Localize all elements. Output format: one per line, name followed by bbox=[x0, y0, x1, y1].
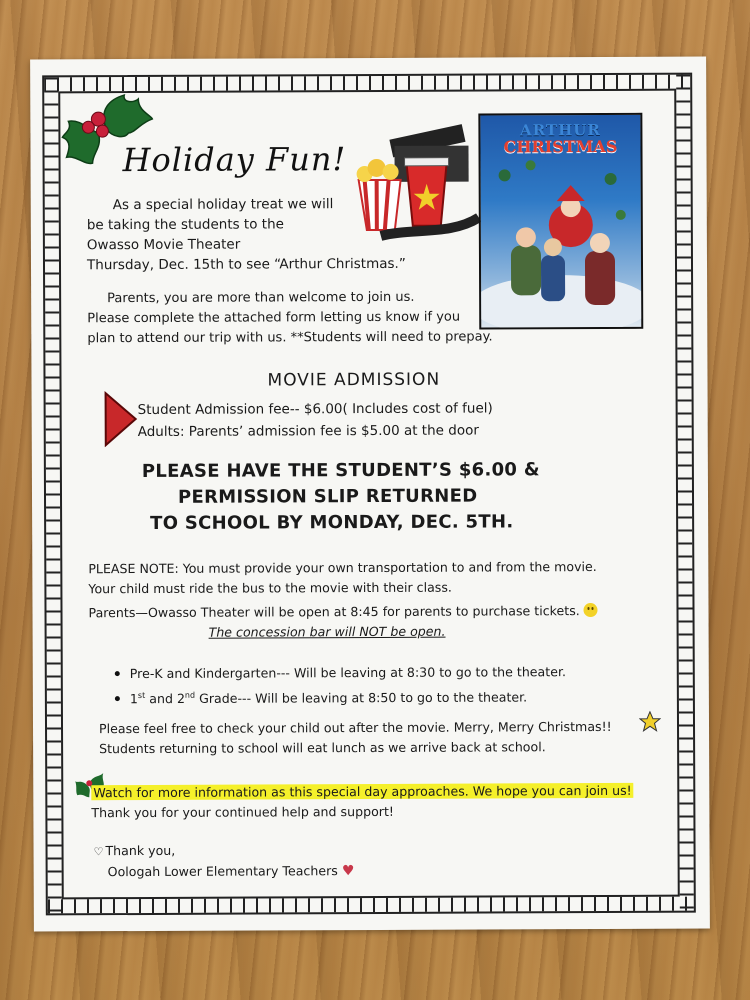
list-item bbox=[115, 661, 566, 685]
thank-you-line bbox=[94, 840, 355, 862]
departure-list bbox=[115, 661, 566, 710]
intro-line: As a special holiday treat we will bbox=[112, 196, 334, 214]
flyer-content bbox=[30, 57, 710, 932]
deadline-line: PERMISSION SLIP RETURNED bbox=[177, 485, 478, 508]
watch-highlight: Watch for more information as this special day approaches. We hope you can join us! bbox=[91, 783, 633, 800]
list-item bbox=[115, 683, 566, 710]
note-line bbox=[88, 601, 668, 624]
note-line: Your child must ride the bus to the movie with their class. bbox=[88, 579, 452, 597]
poster-title-line1: ARTHUR bbox=[520, 120, 601, 140]
parents-line: Parents, you are more than welcome to join us. bbox=[107, 289, 415, 307]
triangle-bullet-icon bbox=[104, 391, 138, 447]
signature-line bbox=[94, 861, 355, 882]
highlighted-line bbox=[91, 781, 634, 803]
concession-note: The concession bar will NOT be open. bbox=[208, 623, 446, 640]
bullet-icon bbox=[115, 696, 120, 701]
intro-line: be taking the students to the bbox=[86, 216, 284, 234]
deadline-line: TO SCHOOL BY MONDAY, DEC. 5TH. bbox=[150, 511, 514, 534]
signature-block bbox=[94, 840, 355, 882]
please-note-section bbox=[88, 557, 668, 644]
heart-icon: ♥ bbox=[341, 863, 355, 880]
info-section bbox=[91, 781, 634, 823]
ordinal-suffix: st bbox=[137, 690, 146, 701]
ordinal-suffix: nd bbox=[184, 690, 196, 700]
admission-heading: MOVIE ADMISSION bbox=[267, 369, 441, 391]
list-item-text: Pre-K and Kindergarten--- Will be leaving at 8:30 to go to the theater. bbox=[129, 664, 566, 682]
poster-title-line2: CHRISTMAS bbox=[503, 136, 618, 157]
star-icon bbox=[639, 711, 661, 733]
smiley-icon bbox=[584, 603, 598, 617]
parents-line: Please complete the attached form letting us know if you bbox=[87, 309, 461, 327]
support-line: Thank you for your continued help and support! bbox=[91, 803, 394, 821]
parents-paragraph bbox=[87, 287, 537, 349]
heart-outline-icon: ♡ bbox=[93, 845, 104, 859]
adult-fee-line: Adults: Parents’ admission fee is $5.00 at the door bbox=[137, 422, 479, 441]
intro-line: Thursday, Dec. 15th to see “Arthur Christmas.” bbox=[86, 255, 406, 274]
note-line: PLEASE NOTE: You must provide your own transportation to and from the movie. bbox=[88, 559, 597, 577]
list-item-text: Grade--- Will be leaving at 8:50 to go to the theater. bbox=[195, 689, 528, 706]
closing-line: Please feel free to check your child out after the movie. Merry, Merry Christmas!! bbox=[98, 718, 612, 737]
closing-paragraph bbox=[99, 717, 612, 759]
closing-line: Students returning to school will eat lunch as we arrive back at school. bbox=[99, 739, 546, 757]
signature-text: Oologah Lower Elementary Teachers bbox=[107, 863, 338, 880]
note-line-text: Parents—Owasso Theater will be open at 8:45 for parents to purchase tickets. bbox=[88, 603, 580, 621]
list-item-text: and 2 bbox=[145, 690, 185, 707]
deadline-notice bbox=[112, 457, 592, 537]
admission-fees bbox=[138, 397, 493, 443]
student-fee-line: Student Admission fee-- $6.00( Includes cost of fuel) bbox=[137, 400, 493, 419]
intro-line: Owasso Movie Theater bbox=[86, 236, 241, 254]
flyer-title: Holiday Fun! bbox=[122, 140, 347, 180]
bullet-icon bbox=[115, 671, 120, 676]
parents-line: plan to attend our trip with us. **Students will need to prepay. bbox=[87, 329, 493, 347]
thank-you-text: Thank you, bbox=[105, 842, 176, 859]
deadline-line: PLEASE HAVE THE STUDENT’S $6.00 & bbox=[141, 459, 540, 482]
flyer-page bbox=[30, 57, 710, 932]
list-item-text: 1 bbox=[129, 691, 138, 707]
intro-paragraph bbox=[86, 194, 406, 275]
